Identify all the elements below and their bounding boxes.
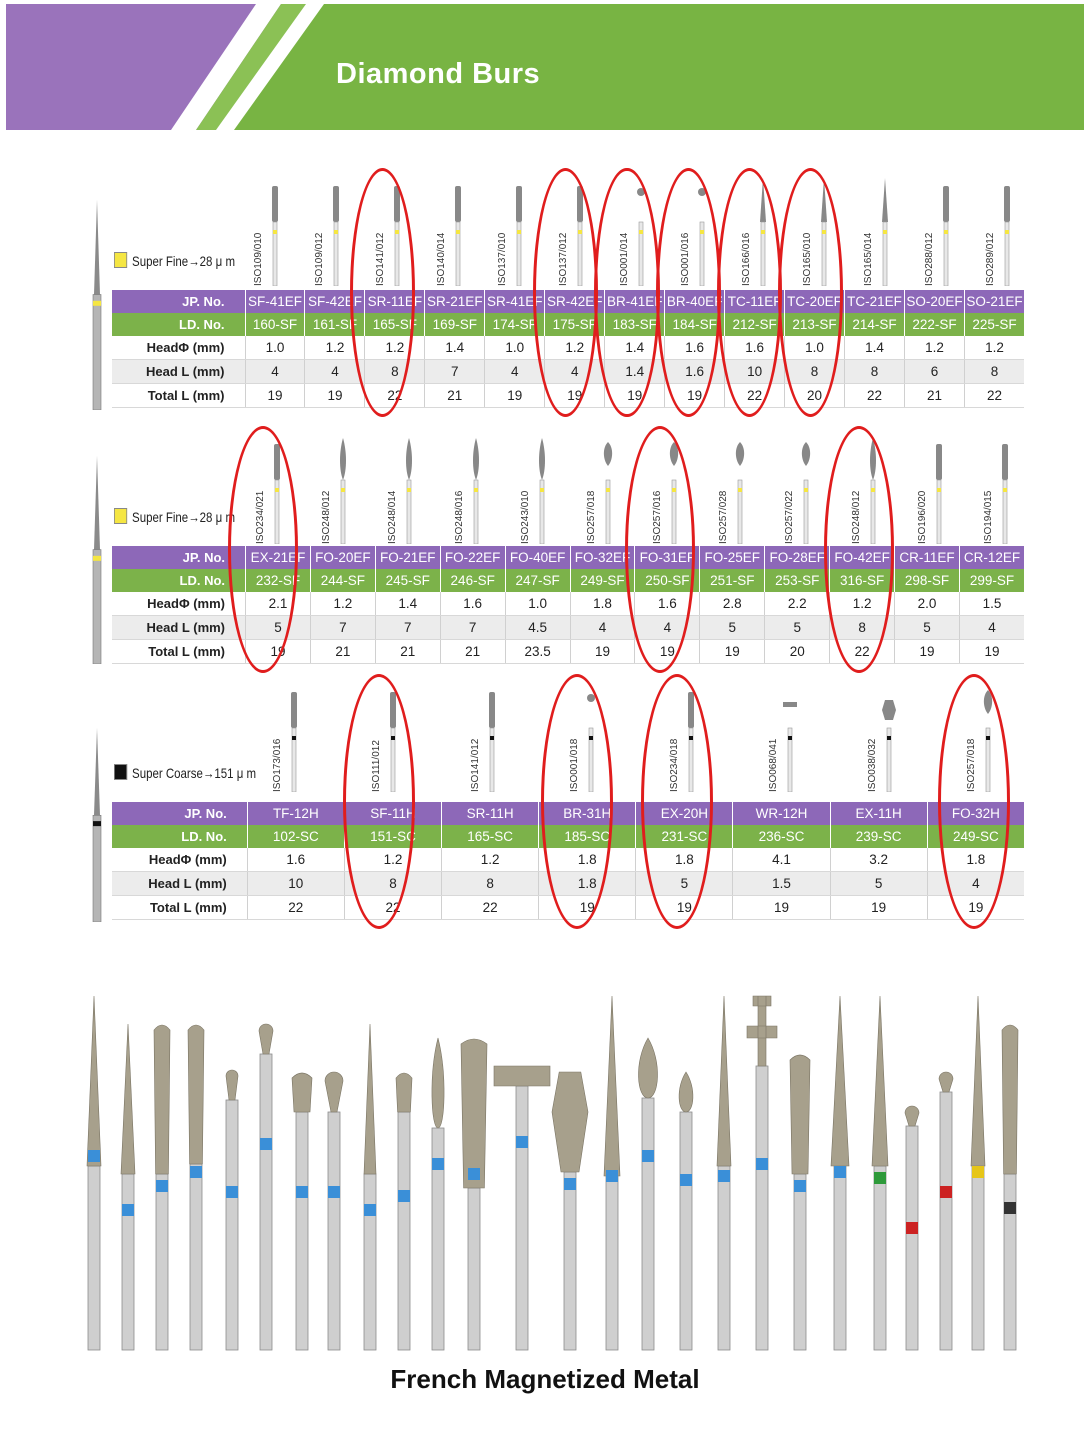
spec-cell: FO-21EF	[375, 546, 440, 569]
highlight-ellipse	[717, 168, 782, 417]
spec-cell: 4	[959, 616, 1024, 640]
bur-photo-item	[396, 1073, 412, 1350]
spec-cell: 1.6	[665, 336, 725, 360]
spec-cell: 1.2	[365, 336, 425, 360]
spec-cell: 23.5	[505, 640, 570, 664]
spec-cell: 213-SF	[785, 313, 845, 336]
spec-cell: 212-SF	[725, 313, 785, 336]
grit-text: Super Fine→28 μ m	[132, 509, 236, 525]
spec-cell: 19	[570, 640, 635, 664]
spec-cell: FO-42EF	[830, 546, 895, 569]
row-label: Head L (mm)	[112, 360, 245, 384]
spec-cell: 102-SC	[247, 825, 344, 848]
spec-cell: 1.0	[245, 336, 305, 360]
grit-text: Super Fine→28 μ m	[132, 253, 236, 269]
spec-cell: FO-32H	[927, 802, 1024, 825]
spec-cell: 298-SF	[895, 569, 960, 592]
bur-photo-item	[292, 1073, 312, 1350]
bur-photo-item	[747, 996, 777, 1350]
iso-code: ISO109/010	[252, 232, 264, 286]
grit-swatch	[114, 508, 127, 524]
bur-photo-item	[905, 1106, 919, 1350]
spec-cell: 22	[247, 896, 344, 920]
spec-cell: 19	[246, 640, 311, 664]
bur-diagram	[881, 684, 897, 792]
iso-code: ISO141/012	[374, 232, 386, 286]
spec-cell: EX-11H	[830, 802, 927, 825]
spec-cell: 1.2	[545, 336, 605, 360]
row-label: JP. No.	[112, 546, 246, 569]
spec-cell: 214-SF	[845, 313, 905, 336]
highlight-ellipse	[778, 168, 843, 417]
highlight-ellipse	[824, 426, 894, 673]
spec-cell: 160-SF	[245, 313, 305, 336]
iso-code: ISO001/016	[680, 232, 692, 286]
highlight-ellipse	[625, 426, 695, 673]
row-label: Head L (mm)	[112, 872, 247, 896]
spec-cell: 5	[895, 616, 960, 640]
bur-diagram	[267, 178, 283, 286]
iso-code: ISO068/041	[767, 738, 779, 792]
spec-cell: 19	[545, 384, 605, 408]
row-label: Head L (mm)	[112, 616, 246, 640]
spec-cell: 250-SF	[635, 569, 700, 592]
spec-cell: 8	[785, 360, 845, 384]
iso-code: ISO165/010	[802, 232, 814, 286]
bur-diagram	[732, 436, 748, 544]
spec-cell: 8	[830, 616, 895, 640]
iso-code: ISO196/020	[916, 490, 928, 544]
grit-label	[114, 508, 235, 525]
header-banner	[6, 4, 1084, 130]
spec-cell: 4	[245, 360, 305, 384]
bur-photo-item	[790, 1055, 810, 1350]
spec-cell: BR-31H	[539, 802, 636, 825]
spec-cell: 5	[636, 872, 733, 896]
spec-cell: FO-28EF	[765, 546, 830, 569]
spec-cell: 1.2	[310, 592, 375, 616]
spec-cell: 1.6	[440, 592, 505, 616]
spec-cell: 8	[365, 360, 425, 384]
spec-cell: 174-SF	[485, 313, 545, 336]
spec-cell: 19	[485, 384, 545, 408]
reference-bur-image	[86, 728, 108, 922]
spec-cell: WR-12H	[733, 802, 830, 825]
row-label: HeadΦ (mm)	[112, 336, 245, 360]
spec-cell: 1.0	[485, 336, 545, 360]
spec-cell: 4	[485, 360, 545, 384]
iso-code: ISO038/032	[867, 738, 879, 792]
bur-diagram	[877, 178, 893, 286]
spec-cell: 1.0	[785, 336, 845, 360]
spec-cell: 19	[539, 896, 636, 920]
grit-label	[114, 252, 235, 269]
spec-cell: 245-SF	[375, 569, 440, 592]
spec-cell: 1.8	[927, 848, 1024, 872]
iso-code: ISO137/010	[496, 232, 508, 286]
spec-cell: 22	[964, 384, 1024, 408]
spec-cell: 20	[785, 384, 845, 408]
bur-photo-item	[494, 1066, 550, 1350]
spec-cell: 1.2	[442, 848, 539, 872]
spec-cell: 3.2	[830, 848, 927, 872]
spec-cell: BR-41EF	[605, 290, 665, 313]
spec-cell: CR-11EF	[895, 546, 960, 569]
highlight-ellipse	[541, 674, 613, 929]
iso-code: ISO248/012	[850, 490, 862, 544]
spec-cell: 1.2	[905, 336, 965, 360]
iso-code: ISO257/022	[784, 490, 796, 544]
iso-code: ISO257/028	[718, 490, 730, 544]
spec-cell: 19	[959, 640, 1024, 664]
row-label: LD. No.	[112, 569, 246, 592]
spec-cell: 19	[665, 384, 725, 408]
spec-cell: TC-20EF	[785, 290, 845, 313]
spec-cell: 247-SF	[505, 569, 570, 592]
highlight-ellipse	[594, 168, 659, 417]
spec-cell: 1.5	[733, 872, 830, 896]
spec-cell: SR-21EF	[425, 290, 485, 313]
iso-code: ISO194/015	[982, 490, 994, 544]
bur-diagram	[511, 178, 527, 286]
spec-cell: 1.8	[636, 848, 733, 872]
bur-photo-item	[154, 1025, 170, 1350]
photo-caption: French Magnetized Metal	[390, 1364, 700, 1394]
spec-cell: 19	[700, 640, 765, 664]
bur-photo-item	[1002, 1025, 1018, 1350]
spec-cell: 10	[247, 872, 344, 896]
bur-photo-item	[259, 1024, 273, 1350]
highlight-ellipse	[533, 168, 598, 417]
spec-cell: 19	[605, 384, 665, 408]
spec-cell: 22	[442, 896, 539, 920]
spec-cell: SR-42EF	[545, 290, 605, 313]
highlight-ellipse	[641, 674, 713, 929]
spec-cell: 185-SC	[539, 825, 636, 848]
spec-cell: 7	[425, 360, 485, 384]
highlight-ellipse	[350, 168, 415, 417]
spec-cell: 249-SF	[570, 569, 635, 592]
spec-cell: 8	[442, 872, 539, 896]
spec-cell: 184-SF	[665, 313, 725, 336]
reference-bur-image	[86, 456, 108, 664]
spec-cell: BR-40EF	[665, 290, 725, 313]
iso-code: ISO137/012	[557, 232, 569, 286]
spec-cell: 22	[344, 896, 441, 920]
spec-cell: SO-20EF	[905, 290, 965, 313]
bur-photo-item	[638, 1038, 657, 1350]
spec-cell: 8	[845, 360, 905, 384]
row-label: Total L (mm)	[112, 384, 245, 408]
spec-cell: FO-25EF	[700, 546, 765, 569]
highlight-ellipse	[228, 426, 298, 673]
spec-cell: 251-SF	[700, 569, 765, 592]
spec-cell: CR-12EF	[959, 546, 1024, 569]
bur-photo-item	[831, 996, 849, 1350]
spec-cell: 161-SF	[305, 313, 365, 336]
spec-cell: FO-22EF	[440, 546, 505, 569]
spec-cell: SR-11EF	[365, 290, 425, 313]
spec-cell: SR-41EF	[485, 290, 545, 313]
spec-cell: 7	[440, 616, 505, 640]
iso-code: ISO166/016	[741, 232, 753, 286]
spec-cell: 19	[927, 896, 1024, 920]
bur-diagram	[328, 178, 344, 286]
spec-cell: 22	[365, 384, 425, 408]
bur-photo-item	[604, 996, 620, 1350]
spec-cell: 231-SC	[636, 825, 733, 848]
spec-cell: EX-20H	[636, 802, 733, 825]
iso-code: ISO248/014	[387, 490, 399, 544]
spec-cell: SF-41EF	[245, 290, 305, 313]
spec-cell: 1.4	[425, 336, 485, 360]
spec-cell: 19	[733, 896, 830, 920]
spec-cell: EX-21EF	[246, 546, 311, 569]
spec-cell: 236-SC	[733, 825, 830, 848]
bur-diagram	[997, 436, 1013, 544]
bur-photo-item	[461, 1039, 487, 1350]
spec-cell: 7	[310, 616, 375, 640]
spec-cell: TC-21EF	[845, 290, 905, 313]
spec-cell: 1.2	[344, 848, 441, 872]
spec-cell: 4	[305, 360, 365, 384]
spec-cell: 253-SF	[765, 569, 830, 592]
spec-cell: TF-12H	[247, 802, 344, 825]
spec-cell: 22	[845, 384, 905, 408]
spec-cell: 183-SF	[605, 313, 665, 336]
bur-diagram	[938, 178, 954, 286]
spec-cell: 1.2	[305, 336, 365, 360]
spec-cell: 175-SF	[545, 313, 605, 336]
spec-cell: 4	[635, 616, 700, 640]
spec-cell: 5	[246, 616, 311, 640]
row-label: LD. No.	[112, 313, 245, 336]
bur-diagram	[335, 436, 351, 544]
spec-cell: 7	[375, 616, 440, 640]
bur-diagram	[600, 436, 616, 544]
iso-code: ISO257/018	[966, 738, 978, 792]
highlight-ellipse	[656, 168, 721, 417]
row-label: Total L (mm)	[112, 896, 247, 920]
spec-cell: 5	[765, 616, 830, 640]
bur-photo-item	[679, 1072, 693, 1350]
spec-cell: 4	[927, 872, 1024, 896]
spec-cell: 1.6	[635, 592, 700, 616]
spec-cell: 22	[830, 640, 895, 664]
spec-cell: 225-SF	[964, 313, 1024, 336]
spec-cell: 21	[310, 640, 375, 664]
iso-code: ISO141/012	[470, 738, 482, 792]
spec-cell: 1.6	[247, 848, 344, 872]
spec-cell: 19	[636, 896, 733, 920]
iso-code: ISO248/012	[321, 490, 333, 544]
reference-bur-image	[86, 200, 108, 410]
spec-cell: 19	[830, 896, 927, 920]
bur-diagram	[931, 436, 947, 544]
grit-swatch	[114, 252, 127, 268]
spec-cell: 10	[725, 360, 785, 384]
iso-code: ISO257/016	[652, 490, 664, 544]
bur-diagram	[468, 436, 484, 544]
row-label: JP. No.	[112, 802, 247, 825]
bur-diagram	[798, 436, 814, 544]
spec-cell: 1.4	[605, 336, 665, 360]
spec-cell: 1.6	[665, 360, 725, 384]
iso-code: ISO234/018	[668, 738, 680, 792]
row-label: Total L (mm)	[112, 640, 246, 664]
bur-photo-item	[432, 1038, 444, 1350]
iso-code: ISO243/010	[519, 490, 531, 544]
row-label: HeadΦ (mm)	[112, 592, 246, 616]
spec-cell: 151-SC	[344, 825, 441, 848]
spec-cell: SO-21EF	[964, 290, 1024, 313]
bur-diagram	[401, 436, 417, 544]
spec-cell: 4.1	[733, 848, 830, 872]
spec-cell: SF-11H	[344, 802, 441, 825]
bur-photo-item	[717, 996, 731, 1350]
bur-diagram	[782, 684, 798, 792]
spec-cell: 2.0	[895, 592, 960, 616]
spec-cell: 165-SF	[365, 313, 425, 336]
iso-code: ISO111/012	[370, 740, 382, 792]
spec-cell: 5	[830, 872, 927, 896]
row-label: LD. No.	[112, 825, 247, 848]
spec-cell: 1.6	[725, 336, 785, 360]
bur-diagram	[534, 436, 550, 544]
page-title: Diamond Burs	[336, 58, 541, 90]
spec-cell: FO-31EF	[635, 546, 700, 569]
iso-code: ISO289/012	[985, 232, 997, 286]
bur-photo-item	[188, 1025, 204, 1350]
spec-cell: SF-42EF	[305, 290, 365, 313]
spec-cell: 232-SF	[246, 569, 311, 592]
bur-photo-item	[87, 996, 101, 1350]
spec-cell: 1.4	[605, 360, 665, 384]
grit-text: Super Coarse→151 μ m	[132, 765, 257, 781]
spec-cell: 20	[765, 640, 830, 664]
bur-photo-item	[121, 1024, 135, 1350]
spec-cell: 4	[545, 360, 605, 384]
spec-cell: 1.8	[570, 592, 635, 616]
spec-cell: 21	[375, 640, 440, 664]
spec-cell: FO-32EF	[570, 546, 635, 569]
bur-photo-item	[552, 1072, 588, 1350]
row-label: JP. No.	[112, 290, 245, 313]
bur-diagram	[484, 684, 500, 792]
bur-diagram	[286, 684, 302, 792]
burs-photo	[76, 990, 1036, 1360]
spec-cell: 249-SC	[927, 825, 1024, 848]
spec-cell: TC-11EF	[725, 290, 785, 313]
bur-photo-item	[971, 996, 985, 1350]
iso-code: ISO001/018	[569, 738, 581, 792]
spec-cell: 1.4	[375, 592, 440, 616]
iso-code: ISO173/016	[271, 738, 283, 792]
spec-cell: 4	[570, 616, 635, 640]
iso-code: ISO288/012	[924, 232, 936, 286]
spec-cell: 222-SF	[905, 313, 965, 336]
bur-photo-item	[325, 1072, 343, 1350]
spec-cell: 2.2	[765, 592, 830, 616]
spec-cell: 8	[344, 872, 441, 896]
spec-cell: 246-SF	[440, 569, 505, 592]
spec-cell: 22	[725, 384, 785, 408]
spec-cell: 244-SF	[310, 569, 375, 592]
spec-cell: 4.5	[505, 616, 570, 640]
spec-cell: 165-SC	[442, 825, 539, 848]
spec-cell: 2.1	[246, 592, 311, 616]
iso-code: ISO140/014	[435, 232, 447, 286]
highlight-ellipse	[938, 674, 1010, 929]
spec-cell: 1.0	[505, 592, 570, 616]
spec-cell: 8	[964, 360, 1024, 384]
spec-cell: 1.2	[830, 592, 895, 616]
spec-cell: 5	[700, 616, 765, 640]
spec-cell: 1.8	[539, 872, 636, 896]
spec-cell: 19	[635, 640, 700, 664]
spec-cell: 1.4	[845, 336, 905, 360]
spec-cell: 169-SF	[425, 313, 485, 336]
spec-cell: FO-40EF	[505, 546, 570, 569]
grit-swatch	[114, 764, 127, 780]
spec-cell: 21	[440, 640, 505, 664]
spec-cell: 6	[905, 360, 965, 384]
spec-cell: SR-11H	[442, 802, 539, 825]
iso-code: ISO248/016	[453, 490, 465, 544]
spec-cell: 316-SF	[830, 569, 895, 592]
spec-cell: 19	[245, 384, 305, 408]
spec-cell: 21	[905, 384, 965, 408]
iso-code: ISO109/012	[313, 232, 325, 286]
iso-code: ISO001/014	[619, 232, 630, 286]
iso-code: ISO234/021	[255, 490, 267, 544]
spec-cell: 19	[305, 384, 365, 408]
spec-cell: 1.5	[959, 592, 1024, 616]
spec-cell: 2.8	[700, 592, 765, 616]
bur-photo-item	[226, 1070, 238, 1350]
bur-diagram	[999, 178, 1015, 286]
grit-label	[114, 764, 256, 781]
iso-code: ISO257/018	[585, 490, 597, 544]
bur-diagram	[450, 178, 466, 286]
spec-cell: 1.8	[539, 848, 636, 872]
spec-cell: 1.2	[964, 336, 1024, 360]
spec-cell: 19	[895, 640, 960, 664]
iso-code: ISO165/014	[863, 232, 875, 286]
spec-cell: 239-SC	[830, 825, 927, 848]
bur-photo-item	[364, 1024, 376, 1350]
row-label: HeadΦ (mm)	[112, 848, 247, 872]
spec-cell: 21	[425, 384, 485, 408]
bur-photo-item	[939, 1072, 953, 1350]
spec-cell: 299-SF	[959, 569, 1024, 592]
highlight-ellipse	[343, 674, 415, 929]
spec-cell: FO-20EF	[310, 546, 375, 569]
bur-photo-item	[872, 996, 888, 1350]
